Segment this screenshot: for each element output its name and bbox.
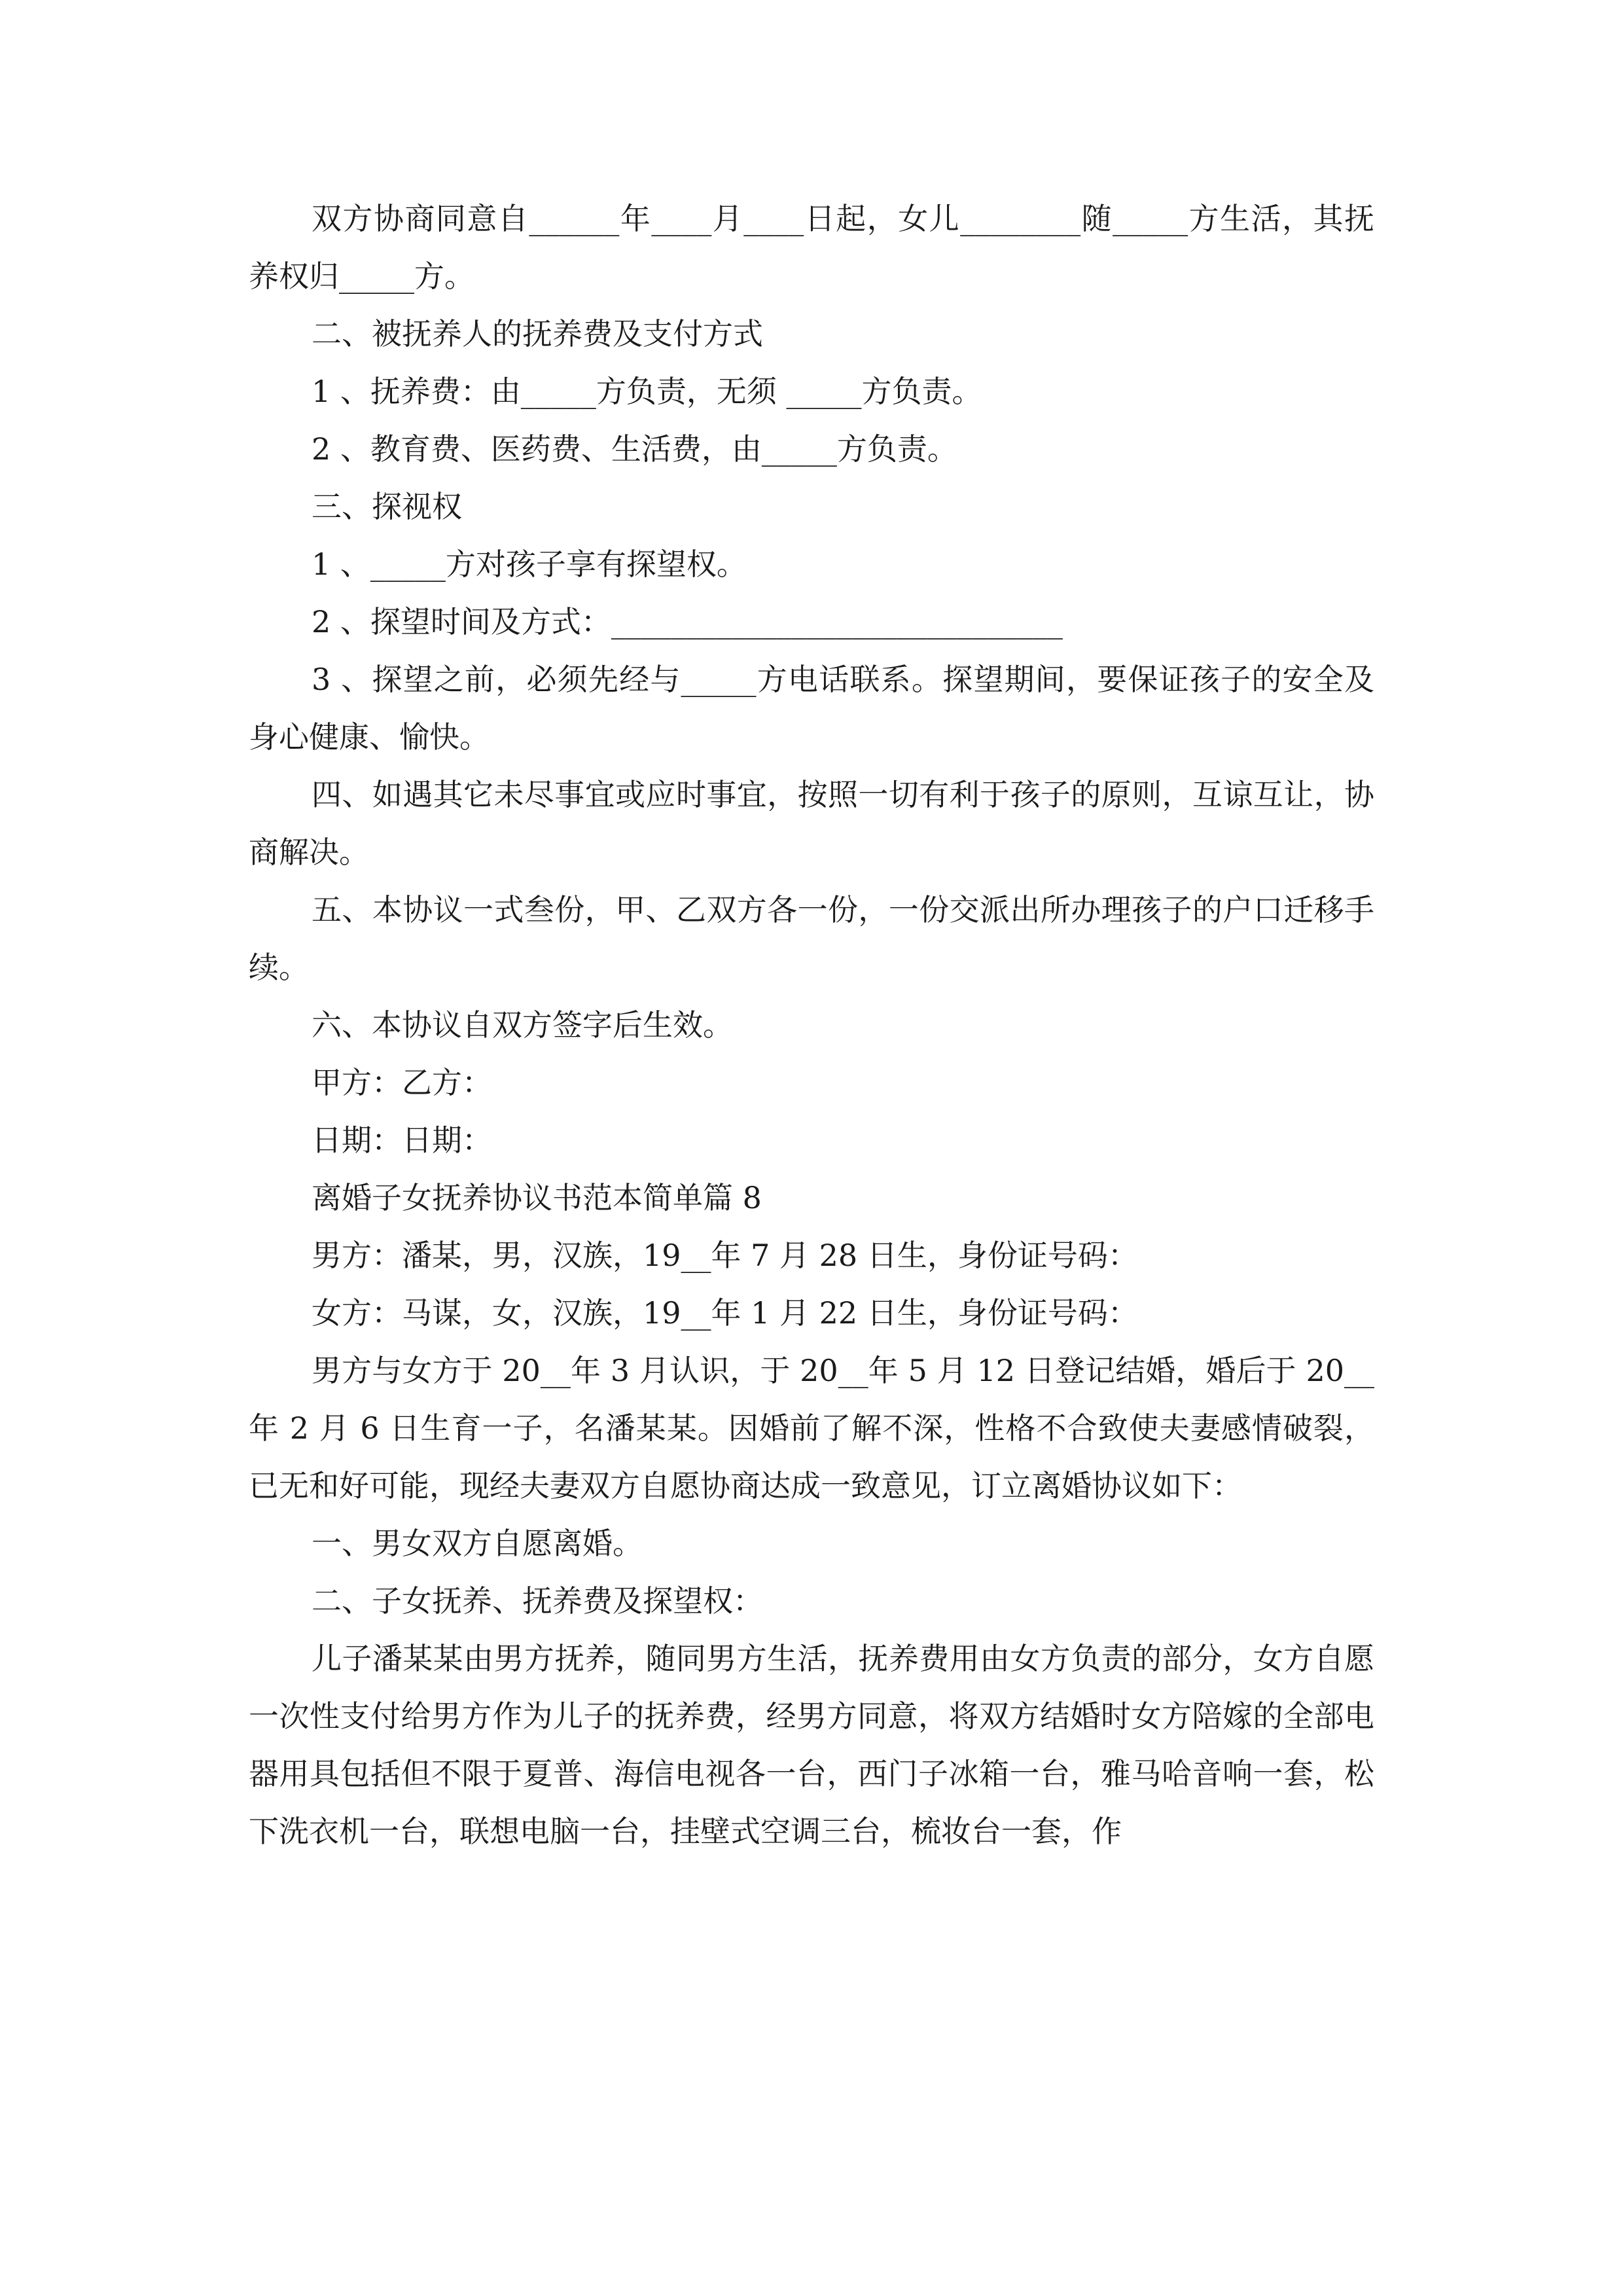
section-heading-support-fee: 二、被抚养人的抚养费及支付方式 (312, 316, 763, 351)
clause-child-custody: 儿子潘某某由男方抚养，随同男方生活，抚养费用由女方负责的部分，女方自愿一次性支付给男方作为儿子的抚养费，经男方同意，将双方结婚时女方陪嫁的全部电器用具包括但不限于夏普、海信电视各一台，西门子冰箱一台，雅马哈音响一套，松下洗衣机一台，联想电脑一台，挂壁式空调三台，梳妆台一套，作 (249, 1641, 1374, 1849)
clause-visitation-right: 1 、_____方对孩子享有探望权。 (312, 547, 747, 582)
signature-parties: 甲方：乙方： (312, 1065, 492, 1100)
signature-dates: 日期：日期： (312, 1122, 492, 1158)
custody-paragraph: 双方协商同意自______年____月____日起，女儿________随_____方生活，其抚养权归_____方。 (249, 201, 1374, 294)
section-effective: 六、本协议自双方签字后生效。 (312, 1007, 733, 1043)
male-party-info: 男方：潘某，男，汉族，19__年 7 月 28 日生，身份证号码： (312, 1238, 1138, 1273)
clause-divorce: 一、男女双方自愿离婚。 (312, 1526, 643, 1561)
clause-visitation-contact: 3 、探望之前，必须先经与_____方电话联系。探望期间，要保证孩子的安全及身心健康、愉快。 (249, 662, 1374, 755)
section-copies: 五、本协议一式叁份，甲、乙双方各一份，一份交派出所办理孩子的户口迁移手续。 (249, 892, 1374, 985)
clause-visitation-time: 2 、探望时间及方式：______________________________ (312, 604, 1063, 639)
document-title: 离婚子女抚养协议书范本简单篇 8 (312, 1180, 762, 1215)
marriage-background: 男方与女方于 20__年 3 月认识，于 20__年 5 月 12 日登记结婚，婚后于 20__年 2 月 6 日生育一子，名潘某某。因婚前了解不深，性格不合致使夫妻感情破裂，已无和好可能，现经夫妻双方自愿协商达成一致意见，订立离婚协议如下： (249, 1353, 1374, 1503)
clause-education-fee: 2 、教育费、医药费、生活费，由_____方负责。 (312, 431, 957, 467)
document-page (249, 190, 1374, 1860)
clause-support-fee: 1 、抚养费：由_____方负责，无须 _____方负责。 (312, 374, 982, 409)
section-other-matters: 四、如遇其它未尽事宜或应时事宜，按照一切有利于孩子的原则，互谅互让，协商解决。 (249, 777, 1374, 870)
section-heading-child: 二、子女抚养、抚养费及探望权： (312, 1583, 763, 1619)
section-heading-visitation: 三、探视权 (312, 489, 462, 524)
female-party-info: 女方：马谋，女，汉族，19__年 1 月 22 日生，身份证号码： (312, 1295, 1138, 1331)
